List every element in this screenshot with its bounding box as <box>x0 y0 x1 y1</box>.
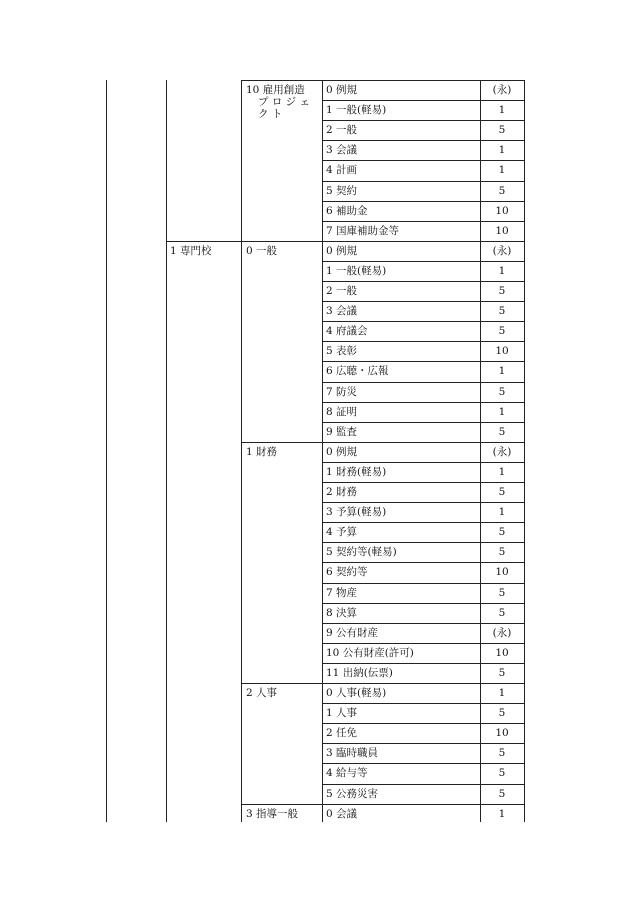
row-divider <box>322 422 524 423</box>
row-divider <box>322 321 524 322</box>
row-divider <box>322 341 524 342</box>
table-row-item: 11 出納(伝票) <box>326 666 393 679</box>
row-divider <box>322 140 524 141</box>
table-row-retention-years: 5 <box>498 707 506 720</box>
table-row-retention-years: 10 <box>495 345 509 358</box>
table-row-item: 3 臨時職員 <box>326 747 379 760</box>
category-level2-label-cont: ク ト <box>258 108 283 120</box>
table-row-retention-years: 10 <box>495 646 509 659</box>
table-row-item: 5 契約 <box>326 184 358 197</box>
table-row-item: 10 公有財産(許可) <box>326 646 414 659</box>
row-divider <box>322 301 524 302</box>
category-level2-label: 3 指導一般 <box>246 807 299 820</box>
table-row-item: 3 会議 <box>326 305 358 318</box>
table-row-retention-years: 10 <box>495 204 509 217</box>
table-row-retention-years: 5 <box>498 767 506 780</box>
row-divider <box>322 120 524 121</box>
table-row-retention-years: 10 <box>495 566 509 579</box>
row-divider <box>241 683 524 684</box>
row-divider <box>322 723 524 724</box>
table-row-retention-years: 10 <box>495 224 509 237</box>
table-row-item: 6 補助金 <box>326 204 368 217</box>
table-row-item: 2 任免 <box>326 727 358 740</box>
table-row-item: 0 例規 <box>326 84 358 96</box>
table-row-item: 0 人事(軽易) <box>326 687 387 699</box>
table-row-item: 3 予算(軽易) <box>326 506 387 519</box>
row-divider <box>322 784 524 785</box>
table-row-item: 4 計画 <box>326 164 358 177</box>
row-divider <box>322 100 524 101</box>
row-divider <box>322 623 524 624</box>
table-row-item: 5 公務災害 <box>326 787 379 800</box>
table-row-item: 9 監査 <box>326 425 358 438</box>
table-row-retention-years: 5 <box>498 425 506 438</box>
column-divider <box>241 80 242 822</box>
category-level2-label: 0 一般 <box>246 244 278 257</box>
table-row-item: 7 国庫補助金等 <box>326 224 400 237</box>
table-row-retention-years: 5 <box>498 385 506 398</box>
row-divider <box>322 763 524 764</box>
table-row-retention-years: 1 <box>498 264 506 277</box>
row-divider <box>322 160 524 161</box>
table-row-item: 0 例規 <box>326 244 358 257</box>
table-row-item: 2 財務 <box>326 486 358 498</box>
table-row-item: 2 一般 <box>326 124 358 137</box>
table-row-item: 4 給与等 <box>326 767 368 780</box>
table-row-retention-years: 1 <box>498 687 506 699</box>
row-divider <box>322 402 524 403</box>
table-row-retention-years: 5 <box>498 124 506 137</box>
row-divider <box>322 221 524 222</box>
table-row-item: 2 一般 <box>326 285 358 297</box>
row-divider <box>322 583 524 584</box>
table-row-retention-years: 5 <box>498 787 506 800</box>
row-divider <box>322 261 524 262</box>
column-divider <box>166 80 167 822</box>
table-row-retention-years: 5 <box>498 606 506 619</box>
table-row-item: 9 公有財産 <box>326 626 379 639</box>
category-level1-label: 1 専門校 <box>170 244 212 257</box>
row-divider <box>322 663 524 664</box>
row-divider <box>322 562 524 563</box>
row-divider <box>322 361 524 362</box>
column-divider <box>322 80 323 822</box>
table-row-item: 1 一般(軽易) <box>326 264 387 277</box>
row-divider <box>322 643 524 644</box>
row-divider <box>322 703 524 704</box>
table-row-retention-years: 5 <box>498 666 506 679</box>
table-row-retention-years: 5 <box>498 486 506 498</box>
table-row-retention-years: 10 <box>495 727 509 740</box>
table-row-item: 8 証明 <box>326 405 358 418</box>
row-divider <box>322 522 524 523</box>
category-level2-label: 1 財務 <box>246 445 278 458</box>
table-row-item: 1 財務(軽易) <box>326 465 387 478</box>
table-row-retention-years: 5 <box>498 747 506 760</box>
table-row-retention-years: 1 <box>498 164 506 177</box>
table-row-item: 4 府議会 <box>326 325 368 338</box>
table-row-item: 6 契約等 <box>326 566 368 579</box>
row-divider <box>166 241 524 242</box>
table-row-retention-years: 5 <box>498 184 506 197</box>
table-row-item: 4 予算 <box>326 526 358 539</box>
table-row-retention-years: 5 <box>498 586 506 599</box>
table-row-retention-years: 5 <box>498 546 506 559</box>
table-row-item: 7 物産 <box>326 586 358 599</box>
column-divider <box>106 80 107 822</box>
table-row-retention-years: (永) <box>492 626 512 639</box>
table-row-retention-years: (永) <box>492 445 512 458</box>
row-divider <box>322 743 524 744</box>
table-row-retention-years: 1 <box>498 807 506 820</box>
row-divider <box>322 542 524 543</box>
table-row-retention-years: 1 <box>498 144 506 157</box>
row-divider <box>241 442 524 443</box>
table-row-retention-years: 5 <box>498 285 506 297</box>
row-divider <box>322 482 524 483</box>
table-row-retention-years: 1 <box>498 365 506 378</box>
row-divider <box>322 281 524 282</box>
table-row-item: 8 決算 <box>326 606 358 619</box>
table-row-item: 0 例規 <box>326 445 358 458</box>
row-divider <box>322 462 524 463</box>
table-row-retention-years: 1 <box>498 405 506 418</box>
table-row-retention-years: 1 <box>498 506 506 519</box>
table-row-item: 1 人事 <box>326 707 358 720</box>
table-row-item: 5 表彰 <box>326 345 358 358</box>
row-divider <box>241 804 524 805</box>
row-divider <box>322 181 524 182</box>
table-row-retention-years: 1 <box>498 465 506 478</box>
table-row-item: 6 広聴・広報 <box>326 365 389 378</box>
row-divider <box>322 382 524 383</box>
row-divider <box>322 603 524 604</box>
table-row-item: 0 会議 <box>326 807 358 820</box>
row-divider <box>322 201 524 202</box>
category-level2-label: 10 雇用創造 <box>246 84 305 96</box>
table-row-retention-years: 1 <box>498 104 506 117</box>
table-row-retention-years: (永) <box>492 84 512 96</box>
column-divider <box>524 80 525 822</box>
column-divider <box>480 80 481 822</box>
table-row-retention-years: 5 <box>498 325 506 338</box>
row-divider <box>322 502 524 503</box>
table-row-item: 5 契約等(軽易) <box>326 546 397 559</box>
table-row-item: 7 防災 <box>326 385 358 398</box>
table-row-item: 3 会議 <box>326 144 358 157</box>
table-row-retention-years: 5 <box>498 526 506 539</box>
table-row-retention-years: 5 <box>498 305 506 318</box>
category-level2-label-cont: プ ロ ジ ェ <box>258 96 311 108</box>
table-row-item: 1 一般(軽易) <box>326 104 387 117</box>
table-row-retention-years: (永) <box>492 244 512 257</box>
category-level2-label: 2 人事 <box>246 687 278 699</box>
row-divider <box>241 80 524 81</box>
